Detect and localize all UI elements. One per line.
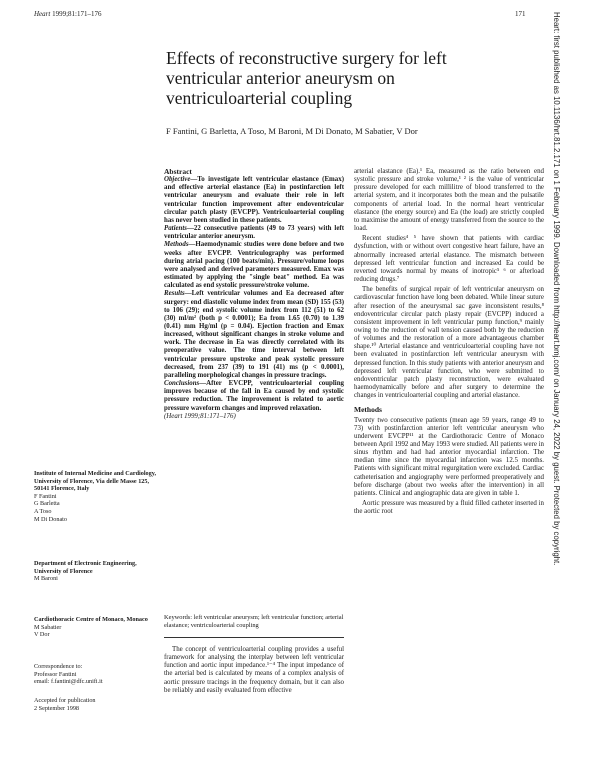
abstract-reference: (Heart 1999;81:171–176): [164, 412, 236, 420]
body-paragraph: The concept of ventriculoarterial coupling provides a useful framework for analysing the interplay between left ventricular function and aortic input impedance.¹⁻⁴ The input impedance of the arterial bed is calculated by means of a complex analysis of aortic pressure tracings in the frequency domain, but it can also be reliably and easily evaluated from effective: [164, 646, 344, 694]
notice-text: Heart: first published as 10.1136/hrt.81.2.171 on 1 February 1999. Downloaded from: [552, 12, 561, 306]
journal-link[interactable]: http://heart.bmj.com/: [552, 305, 561, 377]
body-paragraph: arterial elastance (Ea).¹ Ea, measured as the ratio between end systolic pressure and stroke volume,¹ ² is the value of ventricular pressure developed for each millilitre of blood transferred to the arterial system, and it incorporates both the mean and the pulsatile components of arterial load. In the normal heart ventricular elastance (the energy source) and Ea (the load) are strictly coupled to maximise the amount of energy transferred from the source to the load.: [354, 168, 544, 233]
section-label: Objective: [164, 176, 191, 184]
body-paragraph: Aortic pressure was measured by a fluid filled catheter inserted in the aortic root: [354, 500, 544, 516]
body-paragraph: Twenty two consecutive patients (mean age 59 years, range 49 to 73) with postinfarction anterior left ventricular aneurysm who underwent EVCPP¹¹ at the Cardiothoracic Centre of Monaco between April 1992 and May 1993 were studied. All patients were in sinus rhythm and had had anterior myocardial infarction. The median time since the myocardial infarction was 12.5 months. Patients with significant mitral regurgitation were excluded. Cardiac catheterisation and angiography were performed preoperatively and before discharge (about two weeks after the intervention) in all patients. Clinical and angiographic data are given in table 1.: [354, 416, 544, 497]
divider: [164, 637, 344, 638]
abstract-patients: [164, 225, 344, 241]
abstract: [164, 168, 344, 421]
accepted-date: 2 September 1998: [34, 704, 80, 712]
author-list: F Fantini, G Barletta, A Toso, M Baroni, M Di Donato, M Sabatier, V Dor: [166, 126, 418, 136]
section-text: —To investigate left ventricular elastance (Emax) and effective arterial elastance (Ea) in postinfarction left ventricular aneurysm and evaluate their role in left ventricular function improvement after endoventricular circular patch plasty (EVCPP). Ventriculoarterial coupling has never been studied in these patients.: [164, 176, 344, 224]
methods-heading: Methods: [354, 405, 382, 415]
article-title: Effects of reconstructive surgery for left ventricular anterior aneurysm on ventriculoarterial coupling: [166, 48, 447, 108]
affiliation-author: F Fantini: [34, 492, 57, 500]
affiliation-author: M Sabatier: [34, 623, 62, 631]
affiliation-3: [34, 616, 159, 639]
running-header: [34, 10, 101, 18]
section-text: —After EVCPP, ventriculoarterial coupling improves because of the fall in Ea caused by end systolic pressure reduction. The improvement is related to aortic pressure waveform changes and improved relaxation.: [164, 380, 344, 412]
ref-journal: Heart: [166, 412, 183, 420]
body-paragraph: Recent studies⁴ ⁵ have shown that patients with cardiac dysfunction, with or without overt congestive heart failure, have an abnormally increased arterial elastance. The mismatch between depressed left ventricular function and increased Ea could be reverted towards normal by means of inotropic⁵ ⁶ or afterload reducing drugs.⁷: [354, 235, 544, 284]
affiliation-heading: Department of Electronic Engineering, University of Florence: [34, 560, 137, 575]
correspondence-email: email: f.fantini@dfc.unifi.it: [34, 678, 103, 686]
section-label: Patients: [164, 225, 187, 233]
abstract-results: [164, 290, 344, 380]
section-label: Results: [164, 290, 185, 298]
ref-citation: 1999;81:171–176): [182, 412, 236, 420]
notice-text: on January 24, 2022 by guest. Protected by copyright.: [552, 376, 561, 566]
correspondence-name: Professor Fantini: [34, 670, 77, 678]
page-number: 171: [515, 10, 526, 18]
section-text: —Haemodynamic studies were done before and two weeks after EVCPP. Ventriculography was performed during atrial pacing (100 beats/min). Pressure/volume loops were analysed and derived parameters measured. Emax was estimated by applying the "single beat" method. Ea was calculated as end systolic pressure/stroke volume.: [164, 241, 344, 290]
affiliation-author: V Dor: [34, 631, 50, 639]
abstract-heading: Abstract: [164, 167, 192, 176]
abstract-methods: [164, 241, 344, 290]
section-label: Conclusions: [164, 380, 200, 388]
correspondence: [34, 663, 159, 686]
affiliation-author: G Barletta: [34, 500, 60, 508]
right-column: [354, 168, 544, 518]
download-notice-text: [552, 12, 561, 565]
keywords: Keywords: left ventricular aneurysm; left ventricular function; arterial elastance; ventriculoarterial coupling: [164, 614, 344, 629]
abstract-objective: [164, 176, 344, 225]
intro-column: [164, 646, 344, 695]
journal-name: Heart: [34, 10, 51, 18]
affiliation-heading: Cardiothoracic Centre of Monaco, Monaco: [34, 616, 148, 623]
abstract-conclusions: [164, 380, 344, 413]
accepted-label: Accepted for publication: [34, 697, 96, 704]
download-notice: [552, 12, 566, 752]
affiliation-heading: Institute of Internal Medicine and Cardiology, University of Florence, Via delle Masse 125, 50141 Florence, Italy: [34, 470, 157, 493]
affiliation-author: M Di Donato: [34, 515, 67, 523]
affiliation-author: A Toso: [34, 507, 52, 515]
journal-citation: 1999;81:171–176: [50, 10, 102, 18]
affiliation-author: M Baroni: [34, 575, 58, 583]
accepted-note: [34, 697, 159, 712]
section-text: —22 consecutive patients (49 to 73 years) with left ventricular anterior aneurysm.: [164, 225, 344, 241]
body-paragraph: The benefits of surgical repair of left ventricular aneurysm on cardiovascular function have long been debated. While linear suture after resection of the aneurysmal sac gave inconsistent results,⁸ endoventricular circular patch plasty repair (EVCPP) induced a consistent improvement in left ventricular pump function,⁹ mainly owing to the reduction of wall tension caused both by the reduction of volumes and the restoration of a more advantageous chamber shape.¹⁰ Arterial elastance and ventriculoarterial coupling have not been evaluated in postinfarction left ventricular aneurysm with depressed function. In this study patients with anterior aneurysm and depressed left ventricular function, who were submitted to endoventricular patch plasty reconstruction, were evaluated haemodynamically before and after surgery to determine the changes in ventriculoarterial coupling and arterial elastance.: [354, 286, 544, 400]
affiliation-1: [34, 470, 159, 523]
affiliation-2: [34, 560, 159, 583]
correspondence-label: Correspondence to:: [34, 663, 83, 670]
section-text: —Left ventricular volumes and Ea decreased after surgery: end diastolic volume index from mean (SD) 155 (53) to 106 (29); end systolic volume index from 112 (51) to 62 (30) ml/m² (both p < 0.0001); Ea from 1.65 (0.70) to 1.39 (0.41) mm Hg/ml (p = 0.04). Ejection fraction and Emax increased, without significant changes in stroke volume and work. The decrease in Ea was directly correlated with its preoperative value. The time interval between left ventricular pressure upstroke and peak systolic pressure decreased, from 237 (39) to 191 (41) ms (p < 0.0001), paralleling morphological changes in pressure tracings.: [164, 290, 344, 379]
section-label: Methods: [164, 241, 189, 249]
